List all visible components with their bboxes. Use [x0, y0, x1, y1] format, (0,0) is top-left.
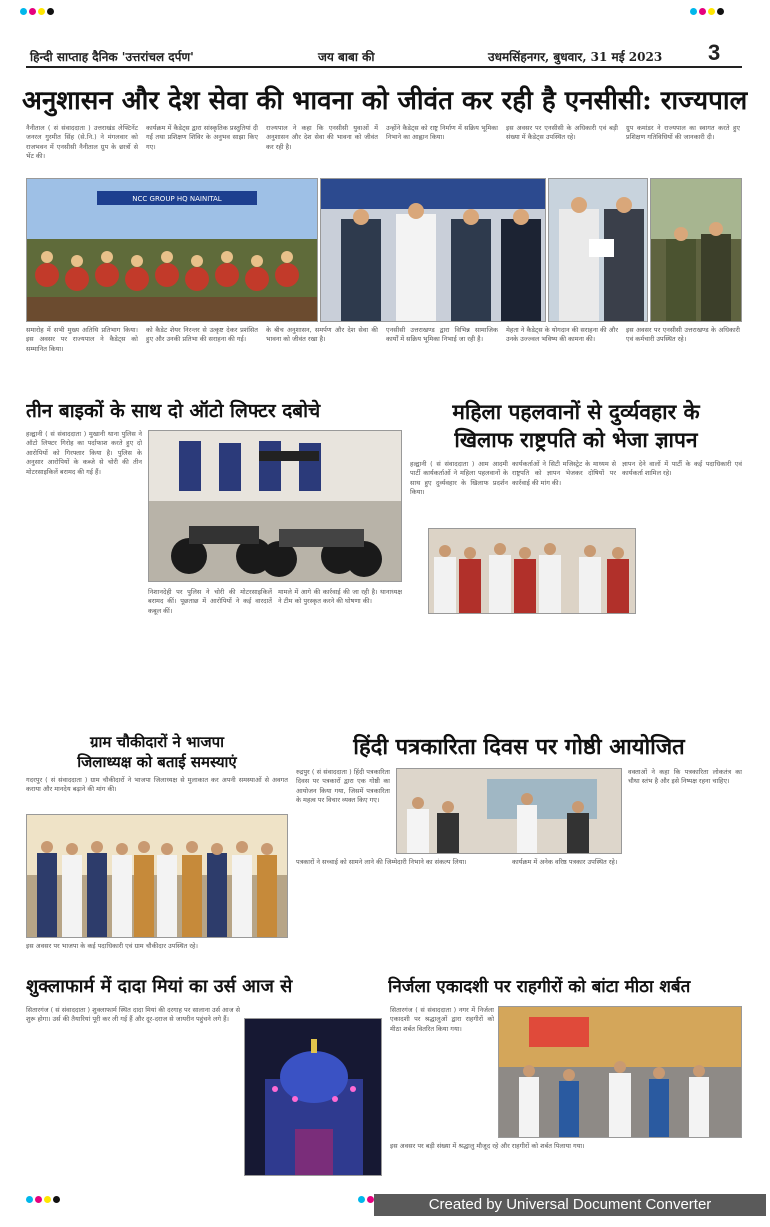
hindi-under-2: कार्यक्रम में अनेक वरिष्ठ पत्रकार उपस्थित रहे। [512, 858, 618, 866]
reg-dot [690, 8, 697, 15]
nirjala-under: इस अवसर पर बड़ी संख्या में श्रद्धालु मौजूद रहे और राहगीरों को शर्बत पिलाया गया। [390, 1142, 585, 1150]
reg-dot [367, 1196, 374, 1203]
hindi-photo [396, 768, 622, 854]
urs-dargah-photo-art [245, 1019, 382, 1176]
wrestlers-photo [428, 528, 636, 614]
registration-marks-top-right [690, 8, 724, 15]
gram-photo-art [27, 815, 288, 938]
gram-caption: इस अवसर पर भाजपा के कई पदाधिकारी एवं ग्राम चौकीदार उपस्थित रहे। [26, 942, 198, 950]
ncc-governor-photo [320, 178, 546, 322]
ncc-certificate-photo [548, 178, 648, 322]
headline-urs: शुक्लाफार्म में दादा मियां का उर्स आज से [26, 976, 293, 997]
reg-dot [47, 8, 54, 15]
reg-dot [38, 8, 45, 15]
headline-gram-l2: जिलाध्यक्ष को बताई समस्याएं [77, 753, 237, 771]
ncc-col-2: कार्यक्रम में कैडेट्स द्वारा सांस्कृतिक प्रस्तुतियां दी गईं तथा प्रशिक्षण शिविर के अनुभव साझा किए गए। [146, 124, 258, 151]
bikes-col-3: मामले में आगे की कार्रवाई की जा रही है। थानाध्यक्ष ने टीम को पुरस्कृत करने की घोषणा की। [278, 588, 402, 606]
ncc-governor-photo-art [321, 179, 546, 322]
hindi-photo-art [397, 769, 622, 854]
ncc-under-6: इस अवसर पर एनसीसी उत्तराखण्ड के अधिकारी एवं कर्मचारी उपस्थित रहे। [626, 326, 740, 344]
bikes-col-1: हल्द्वानी ( सं संवाददाता ) मुखानी थाना पुलिस ने ऑटो लिफ्टर गिरोह का पर्दाफाश करते हुए दो आरोपियों को गिरफ्तार किया है। पुलिस के अनुसार आरोपियों के कब्जे से चोरी की तीन मोटरसाइकिलें बरामद की गई हैं। [26, 430, 142, 476]
wrestlers-col-2: कार्यकर्ताओं ने सिटी मजिस्ट्रेट के माध्यम से राष्ट्रपति को ज्ञापन भेजकर दोषियों पर कार्रवाई की मांग की। [512, 460, 616, 487]
page-number: 3 [708, 40, 721, 65]
reg-dot [358, 1196, 365, 1203]
registration-marks-top-left [20, 8, 54, 15]
urs-dargah-photo [244, 1018, 382, 1176]
hindi-under-1: पत्रकारों ने सच्चाई को सामने लाने की जिम्मेदारी निभाने का संकल्प लिया। [296, 858, 467, 866]
ncc-col-5: इस अवसर पर एनसीसी के अधिकारी एवं बड़ी संख्या में कैडेट्स उपस्थित रहे। [506, 124, 618, 142]
hindi-col-4: वक्ताओं ने कहा कि पत्रकारिता लोकतंत्र का चौथा स्तंभ है और इसे निष्पक्ष रहना चाहिए। [628, 768, 742, 786]
ncc-under-3: के बीच अनुशासन, समर्पण और देश सेवा की भावना को जीवंत रखा है। [266, 326, 378, 344]
wrestlers-col-3: ज्ञापन देने वालों में पार्टी के कई पदाधिकारी एवं कार्यकर्ता शामिल रहे। [622, 460, 742, 478]
headline-nirjala: निर्जला एकादशी पर राहगीरों को बांटा मीठा शर्बत [388, 977, 691, 997]
headline-ncc: अनुशासन और देश सेवा की भावना को जीवंत कर रही है एनसीसी: राज्यपाल [22, 86, 748, 116]
reg-dot [699, 8, 706, 15]
ncc-certificate-photo-art [549, 179, 648, 322]
reg-dot [708, 8, 715, 15]
ncc-observer-photo [650, 178, 742, 322]
wrestlers-photo-art [429, 529, 636, 614]
nirjala-col-1: सितारगंज ( सं संवाददाता ) नगर में निर्जला एकादशी पर श्रद्धालुओं द्वारा राहगीरों को मीठा शर्बत वितरित किया गया। [390, 1006, 494, 1033]
gram-body: गदरपुर ( सं संवाददाता ) ग्राम चौकीदारों ने भाजपा जिलाध्यक्ष से मुलाकात कर अपनी समस्याओं से अवगत कराया और मानदेय बढ़ाने की मांग की। [26, 776, 288, 794]
ncc-cultural-photo-art [27, 179, 318, 322]
headline-hindi: हिंदी पत्रकारिता दिवस पर गोष्ठी आयोजित [353, 734, 685, 760]
masthead-rule [26, 66, 742, 68]
reg-dot [53, 1196, 60, 1203]
reg-dot [35, 1196, 42, 1203]
headline-wrestlers-l1: महिला पहलवानों से दुर्व्यवहार के [452, 399, 700, 424]
wrestlers-col-1: हल्द्वानी ( सं संवाददाता ) आम आदमी पार्टी कार्यकर्ताओं ने महिला पहलवानों के साथ हुए दुर्व्यवहार के खिलाफ प्रदर्शन किया। [410, 460, 508, 497]
reg-dot [29, 8, 36, 15]
reg-dot [20, 8, 27, 15]
bikes-photo-art [149, 431, 402, 582]
nirjala-photo-art [499, 1007, 742, 1138]
bikes-photo [148, 430, 402, 582]
ncc-banner-text: NCC GROUP HQ NAINITAL [132, 195, 222, 203]
gram-photo [26, 814, 288, 938]
nirjala-photo [498, 1006, 742, 1138]
masthead-center: जय बाबा की [318, 50, 375, 64]
watermark-banner: Created by Universal Document Converter [374, 1194, 766, 1216]
ncc-col-1: नैनीताल ( सं संवाददाता ) उत्तराखंड लेफ्टिनेंट जनरल गुरमीत सिंह (से.नि.) ने मंगलवार को राजभवन में एनसीसी नैनीताल ग्रुप के छात्रों से भेंट की। [26, 124, 138, 161]
headline-wrestlers-l2: खिलाफ राष्ट्रपति को भेजा ज्ञापन [454, 427, 698, 452]
ncc-under-2: को कैडेट शेयर निरन्तर से उत्कृष्ट देकर प्रशंसित हुए और उनकी प्रतिभा की सराहना की गई। [146, 326, 258, 344]
ncc-under-4: एनसीसी उत्तराखण्ड द्वारा विभिन्न सामाजिक कार्यों में सक्रिय भूमिका निभाई जा रही है। [386, 326, 498, 344]
ncc-col-3: राज्यपाल ने कहा कि एनसीसी युवाओं में अनुशासन और देश सेवा की भावना को जीवंत कर रही है। [266, 124, 378, 151]
ncc-col-4: उन्होंने कैडेट्स को राष्ट्र निर्माण में सक्रिय भूमिका निभाने का आह्वान किया। [386, 124, 498, 142]
ncc-cultural-photo [26, 178, 318, 322]
registration-marks-bottom-left [26, 1196, 60, 1203]
hindi-col-1: रुद्रपुर ( सं संवाददाता ) हिंदी पत्रकारिता दिवस पर पत्रकारों द्वारा एक गोष्ठी का आयोजन किया गया, जिसमें पत्रकारिता के महत्व पर विचार व्यक्त किए गए। [296, 768, 390, 805]
urs-body: सितारगंज ( सं संवाददाता ) शुक्लाफार्म स्थित दादा मियां की दरगाह पर सालाना उर्स आज से शुरू होगा। उर्स की तैयारियां पूरी कर ली गई हैं और दूर-दराज से जायरीन पहुंचने लगे हैं। [26, 1006, 240, 1024]
masthead-right: उधमसिंहनगर, बुधवार, 31 मई 2023 [488, 50, 663, 64]
ncc-under-1: समारोह में सभी मुख्य अतिथि प्रतिभाग किया। इस अवसर पर राज्यपाल ने कैडेट्स को सम्मानित किया। [26, 326, 138, 353]
ncc-under-5: मेहता ने कैडेट्स के योगदान की सराहना की और उनके उज्ज्वल भविष्य की कामना की। [506, 326, 618, 344]
masthead-left: हिन्दी साप्ताह दैनिक 'उत्तरांचल दर्पण' [30, 50, 194, 64]
ncc-col-6: ग्रुप कमांडर ने राज्यपाल का स्वागत करते हुए प्रशिक्षण गतिविधियों की जानकारी दी। [626, 124, 740, 142]
reg-dot [26, 1196, 33, 1203]
ncc-observer-photo-art [651, 179, 742, 322]
reg-dot [44, 1196, 51, 1203]
headline-bikes: तीन बाइकों के साथ दो ऑटो लिफ्टर दबोचे [26, 400, 321, 422]
reg-dot [717, 8, 724, 15]
headline-gram-l1: ग्राम चौकीदारों ने भाजपा [90, 733, 224, 751]
bikes-col-2: निशानदेही पर पुलिस ने चोरी की मोटरसाइकिलें बरामद कीं। पूछताछ में आरोपियों ने कई वारदातें कबूल कीं। [148, 588, 272, 615]
